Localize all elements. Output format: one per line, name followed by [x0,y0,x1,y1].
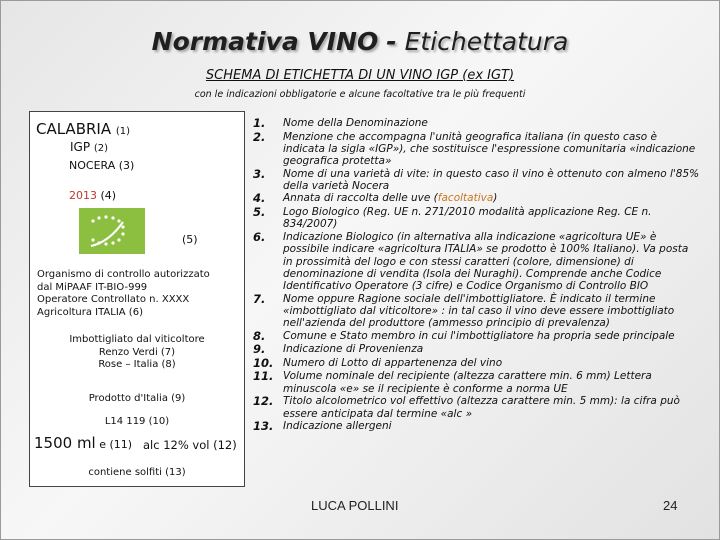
note-text: Numero di Lotto di appartenenza del vino [283,356,503,369]
bottler-line-3: Rose – Italia (8) [98,359,176,370]
label-alcohol: alc 12% vol (12) [143,438,237,452]
label-bottler [30,334,244,372]
label-igp [70,140,108,156]
note-text: Indicazione di Provenienza [283,343,424,356]
note-item-8 [253,330,701,344]
organism-line-2: dal MiPAAF IT-BIO-999 [37,281,148,293]
volume-num: e (11) [99,438,133,451]
note-item-11 [253,370,701,395]
label-logo-num: (5) [182,233,198,246]
note-item-2 [253,131,701,168]
volume-text: 1500 ml [34,434,96,452]
label-lot: L14 119 (10) [104,416,170,427]
note-number: 2. [253,129,266,144]
note-text: Titolo alcolometrico vol effettivo (altezza carattere min. 5 mm): la cifra può essere anticipata dal termine «alc » [283,395,680,420]
note-item-1 [253,117,701,131]
organism-line-4: Agricoltura ITALIA (6) [37,306,143,318]
label-calabria [36,120,130,139]
note-number: 6. [253,229,266,244]
label-year [69,189,116,203]
note-item-4 [253,192,701,206]
note-text: Comune e Stato membro in cui l'imbottigliatore ha propria sede principale [283,329,675,342]
label-nocera: NOCERA (3) [69,159,135,172]
year-text: 2013 [69,189,97,202]
page-number: 24 [663,498,678,513]
label-product: Prodotto d'Italia (9) [88,393,186,404]
title-main: Normativa VINO [151,27,379,56]
bottler-line-2: Renzo Verdi (7) [98,346,176,358]
note-item-7 [253,293,701,330]
note-item-13 [253,420,701,434]
note-text-c: ) [493,192,498,205]
calabria-num: (1) [115,126,131,137]
note-text: Nome di una varietà di vite: in questo caso il vino è ottenuto con almeno l'85% della varietà Nocera [283,167,700,193]
note-number: 4. [253,191,266,206]
note-number: 3. [253,166,266,181]
label-sulfites: contiene solfiti (13) [88,467,186,478]
notes-list [253,117,701,434]
note-text-optional: facoltativa [437,192,494,205]
slide-caption: con le indicazioni obbligatorie e alcune facoltative tra le più frequenti [194,89,526,100]
note-number: 8. [253,328,266,343]
title-sub: Etichettatura [404,27,569,56]
label-organism [37,269,243,319]
note-number: 5. [253,205,266,219]
note-item-9 [253,343,701,357]
igp-text: IGP [70,140,91,154]
label-volume [34,434,132,453]
slide-title [1,27,719,56]
note-text: Logo Biologico (Reg. UE n. 271/2010 modalità applicazione Reg. CE n. 834/2007) [283,206,652,231]
note-text: Volume nominale del recipiente (altezza carattere min. 6 mm) Lettera minuscola «e» se il recipiente è conforme a norma UE [283,370,652,395]
bottler-line-1: Imbottigliato dal viticoltore [69,334,205,345]
note-item-12 [253,395,701,420]
note-number: 12. [253,394,274,409]
note-text: Nome della Denominazione [283,117,428,129]
note-number: 9. [253,342,266,357]
eu-organic-leaf-icon [79,208,145,254]
igp-num: (2) [93,143,109,154]
slide-subtitle: SCHEMA DI ETICHETTA DI UN VINO IGP (ex IGT) [205,68,515,83]
note-text: Indicazione Biologico (in alternativa alla indicazione «agricoltura UE» è possibile indicare «agricoltura ITALIA» se prodotto è 100% Italiano). Va posta in prossimità del logo e con stessi caratteri (colore, dimensione) di denominazione di vendita (Isola dei Nuraghi). Comprende anche Codice Identificativo Operatore (3 cifre) e Codice Organismo di Controllo BIO [283,230,689,293]
note-text [283,192,701,206]
note-number: 11. [253,369,274,384]
eu-organic-logo [79,208,145,254]
note-item-10 [253,357,701,371]
note-number: 1. [253,116,266,130]
footer-author: LUCA POLLINI [311,498,399,513]
note-item-3 [253,168,701,193]
note-text-a: Annata di raccolta delle uve ( [283,192,438,205]
note-item-5 [253,206,701,231]
organism-line-3: Operatore Controllato n. XXXX [37,294,190,305]
note-text: Indicazione allergeni [283,419,392,432]
note-number: 7. [253,291,266,306]
year-num: (4) [100,189,117,202]
note-number: 10. [253,355,274,370]
title-separator: - [386,27,397,56]
note-text: Nome oppure Ragione sociale dell'imbottigliatore. È indicato il termine «imbottigliato dal viticoltore» : in tal caso il vino deve essere imbottigliato nell'azienda del produttore (ammesso principio di prevalenza) [283,292,675,330]
note-item-6 [253,231,701,293]
organism-line-1: Organismo di controllo autorizzato [37,269,210,280]
calabria-text: CALABRIA [36,120,112,138]
note-text: Menzione che accompagna l'unità geografica italiana (in questo caso è indicata la sigla «IGP»), che sostituisce l'espressione comunitaria «indicazione geografica protetta» [283,130,696,168]
note-number: 13. [253,418,274,433]
wine-label-box [29,111,245,487]
